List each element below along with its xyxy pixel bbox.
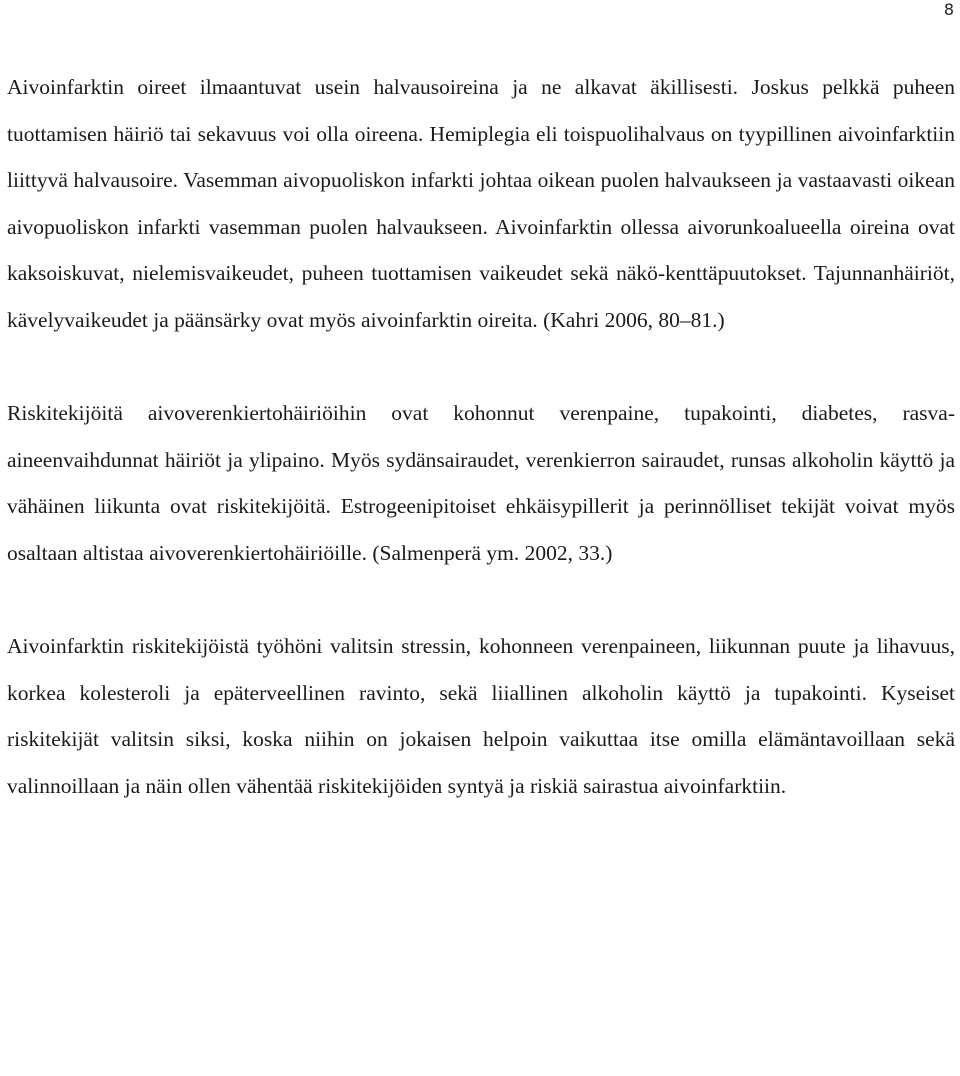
paragraph-symptoms: Aivoinfarktin oireet ilmaantuvat usein halvausoireina ja ne alkavat äkillisesti. Joskus pelkkä puheen tuottamisen häiriö tai sekavuus voi olla oireena. Hemiplegia eli toispuolihalvaus on tyypillinen aivoinfarktiin liittyvä halvausoire. Vasemman aivopuoliskon infarkti johtaa oikean puolen halvaukseen ja vastaavasti oikean aivopuoliskon infarkti vasemman puolen halvaukseen. Aivoinfarktin ollessa aivorunkoalueella oireina ovat kaksoiskuvat, nielemisvaikeudet, puheen tuottamisen vaikeudet sekä näkö-kenttäpuutokset. Tajunnanhäiriöt, kävelyvaikeudet ja päänsärky ovat myös aivoinfarktin oireita. (Kahri 2006, 80–81.): [7, 75, 955, 332]
document-body: [7, 64, 955, 809]
page-number: 8: [943, 0, 954, 19]
paragraph-risk-factors: Riskitekijöitä aivoverenkiertohäiriöihin ovat kohonnut verenpaine, tupakointi, diabetes, rasva-aineenvaihdunnat häiriöt ja ylipaino. Myös sydänsairaudet, verenkierron sairaudet, runsas alkoholin käyttö ja vähäinen liikunta ovat riskitekijöitä. Estrogeenipitoiset ehkäisypillerit ja perinnölliset tekijät voivat myös osaltaan altistaa aivoverenkiertohäiriöille. (Salmenperä ym. 2002, 33.): [7, 401, 955, 565]
paragraph-selected-risk-factors: Aivoinfarktin riskitekijöistä työhöni valitsin stressin, kohonneen verenpaineen, liikunnan puute ja lihavuus, korkea kolesteroli ja epäterveellinen ravinto, sekä liiallinen alkoholin käyttö ja tupakointi. Kyseiset riskitekijät valitsin siksi, koska niihin on jokaisen helpoin vaikuttaa itse omilla elämäntavoillaan sekä valinnoillaan ja näin ollen vähentää riskitekijöiden syntyä ja riskiä sairastua aivoinfarktiin.: [7, 634, 955, 798]
